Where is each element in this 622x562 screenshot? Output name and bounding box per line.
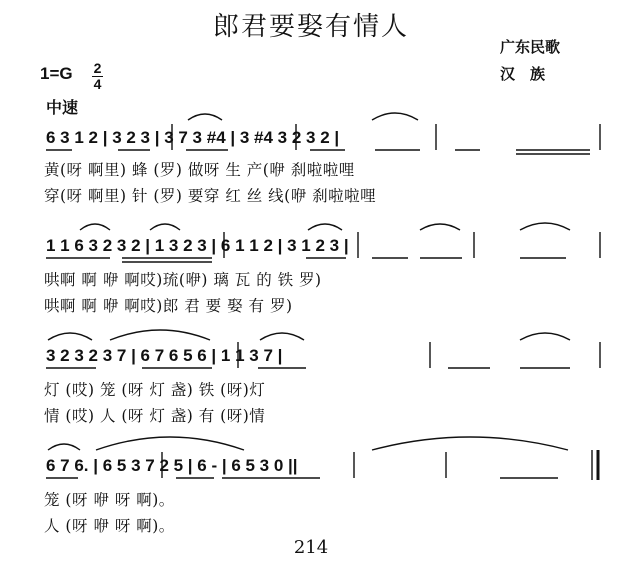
lyric-line-4b: 人 (呀 咿 呀 啊)。 bbox=[44, 517, 175, 535]
song-ethnicity: 汉 族 bbox=[500, 65, 546, 83]
key-signature: 1=G bbox=[40, 64, 73, 83]
time-signature-bottom: 4 bbox=[93, 76, 102, 92]
slur-mark bbox=[372, 437, 568, 450]
song-origin: 广东民歌 bbox=[500, 38, 561, 56]
slur-mark bbox=[48, 444, 80, 450]
slur-mark bbox=[48, 333, 92, 340]
slur-mark bbox=[96, 437, 244, 450]
lyric-line-3b: 情 (哎) 人 (呀 灯 盏) 有 (呀)情 bbox=[44, 407, 266, 425]
slur-mark bbox=[260, 333, 304, 340]
lyric-line-3a: 灯 (哎) 笼 (呀 灯 盏) 铁 (呀)灯 bbox=[44, 381, 266, 399]
lyric-line-4a: 笼 (呀 咿 呀 啊)。 bbox=[44, 491, 175, 509]
slur-mark bbox=[80, 224, 110, 230]
tempo-marking: 中速 bbox=[46, 98, 79, 117]
slur-mark bbox=[520, 223, 570, 230]
page-number: 214 bbox=[293, 537, 329, 558]
slur-mark bbox=[110, 330, 210, 340]
notation-line-2: 1 1 6 3 2 3 2 | 1 3 2 3 | 6 1 1 2 | 3 1 2 3 | bbox=[46, 236, 349, 255]
notation-line-4: 6 7 6. | 6 5 3 7 2 5 | 6 - | 6 5 3 0 || bbox=[46, 456, 298, 475]
notation-line-3: 3 2 3 2 3 7 | 6 7 6 5 6 | 1 1 3 7 | bbox=[46, 346, 283, 365]
time-signature-top: 2 bbox=[93, 60, 102, 76]
slur-mark bbox=[520, 333, 570, 340]
notation-line-1: 6 3 1 2 | 3 2 3 | 3 7 3 #4 | 3 #4 3 2 3 2 | bbox=[46, 128, 340, 147]
slur-mark bbox=[372, 113, 418, 120]
lyric-line-2a: 哄啊 啊 咿 啊哎)琉(咿) 璃 瓦 的 铁 罗) bbox=[44, 271, 322, 289]
song-title: 郎君要娶有情人 bbox=[212, 12, 409, 42]
lyric-line-1a: 黄(呀 啊里) 蜂 (罗) 做呀 生 产(咿 刹啦啦哩 bbox=[44, 161, 355, 179]
lyric-line-1b: 穿(呀 啊里) 针 (罗) 要穿 红 丝 线(咿 刹啦啦哩 bbox=[44, 187, 377, 205]
slur-mark bbox=[308, 224, 342, 230]
slur-mark bbox=[420, 224, 460, 230]
lyric-line-2b: 哄啊 啊 咿 啊哎)郎 君 要 娶 有 罗) bbox=[44, 297, 293, 315]
slur-mark bbox=[150, 224, 180, 230]
slur-mark bbox=[188, 114, 222, 120]
